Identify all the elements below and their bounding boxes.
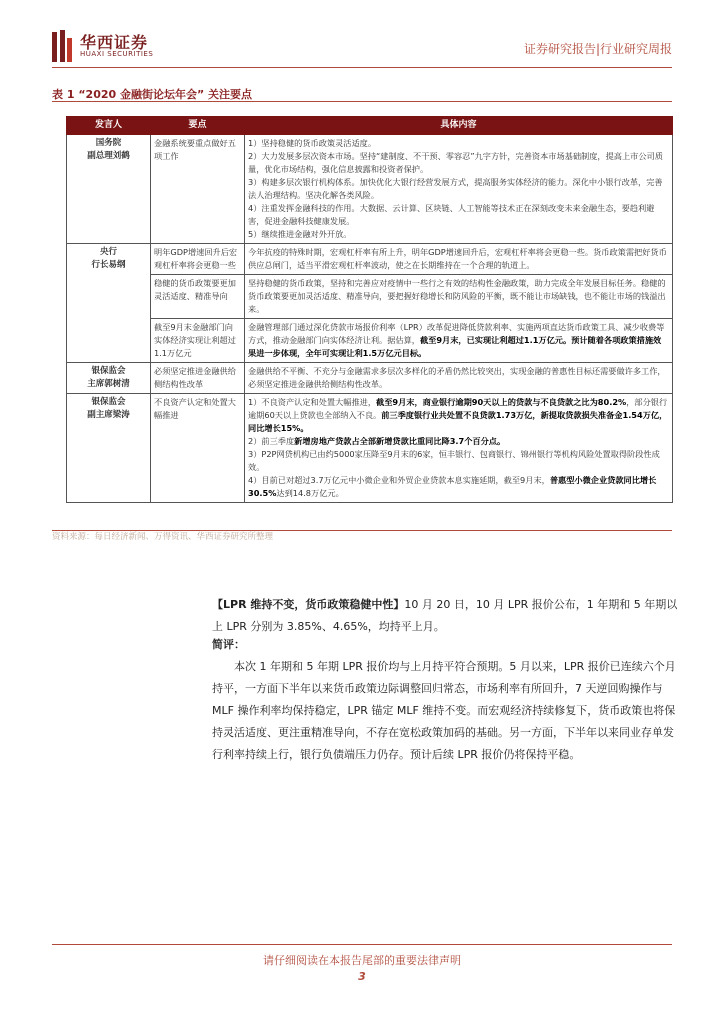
content-cell bbox=[245, 135, 673, 244]
content-cell: 今年抗疫的特殊时期，宏观杠杆率有所上升，明年GDP增速回升后，宏观杠杆率将会更稳一些。货币政策需把好货币供应总闸门，适当平滑宏观杠杆率波动，使之在长期维持在一个合理的轨道上。 bbox=[245, 244, 673, 275]
content-line: 4）注重发挥金融科技的作用。大数据、云计算、区块链、人工智能等技术正在深刻改变未来金融生态，要趋利避害，促进金融科技健康发展。 bbox=[248, 203, 655, 226]
content-line: 1）坚持稳健的货币政策灵活适度。 bbox=[248, 138, 377, 148]
content-cell: 坚持稳健的货币政策，坚持和完善应对疫情中一些行之有效的结构性金融政策，助力完成全年发展目标任务。稳健的货币政策要更加灵活适度、精准导向，要把握好稳增长和防风险的平衡，既不能让市场缺钱，也不能让市场的钱溢出来。 bbox=[245, 275, 673, 319]
page-number: 3 bbox=[358, 970, 366, 983]
header-point: 要点 bbox=[151, 117, 245, 135]
speaker-name: 国务院 bbox=[95, 138, 122, 148]
table-row bbox=[67, 244, 673, 275]
point-cell: 明年GDP增速回升后宏观杠杆率将会更稳一些 bbox=[151, 244, 245, 275]
content-text: 达到14.8万亿元。 bbox=[276, 488, 344, 498]
key-points-table bbox=[66, 116, 673, 503]
table-row bbox=[67, 135, 673, 244]
content-text: 2）前三季度 bbox=[248, 436, 295, 446]
content-text: 金融管理部门通过深化贷款市场报价利率（LPR）改革促进降低贷款利率、实施两项直达货币政策工具、减少收费等方式，推动金融部门向实体经济让利。据估算， bbox=[248, 322, 665, 345]
speaker-name: 央行 bbox=[99, 247, 117, 257]
content-line bbox=[248, 396, 669, 435]
speaker-name: 副主席梁涛 bbox=[87, 410, 130, 420]
report-type: 证券研究报告|行业研究周报 bbox=[523, 42, 672, 56]
comment-paragraph: 本次 1 年期和 5 年期 LPR 报价均与上月持平符合预期。5 月以来，LPR 报价已连续六个月持平，一方面下半年以来货币政策边际调整回归常态，市场利率有所回升，7 天逆回购操作与 MLF 操作利率均保持稳定，LPR 锚定 MLF 维持不变。而宏观经济持续修复下，货币政策也将保持灵活适度、更注重精准导向，不存在宽松政策加码的基础。另一方面，下半年以来同业存单发行利率持续上行，银行负债端压力仍存。预计后续 LPR 报价仍将保持平稳。 bbox=[212, 660, 676, 761]
title-divider bbox=[52, 101, 672, 102]
content-line: 3）构建多层次银行机构体系。加快优化大银行经营发展方式，提高服务实体经济的能力。深化中小银行改革，完善法人治理结构。坚决化解各类风险。 bbox=[248, 177, 663, 200]
lead-heading: 【LPR 维持不变，货币政策稳健中性】 bbox=[212, 598, 405, 611]
content-highlight: 截至9月末，商业银行逾期90天以上的贷款与不良贷款之比为80.2% bbox=[376, 397, 627, 407]
content-highlight: 截至9月末，已实现让利超过1.1万亿元。预计随着各项政策措施效果进一步体现，全年可实现让利1.5万亿元目标。 bbox=[248, 335, 662, 358]
table-row bbox=[67, 275, 673, 319]
point-cell: 金融系统要重点做好五项工作 bbox=[151, 135, 245, 244]
point-cell: 必须坚定推进金融供给侧结构性改革 bbox=[151, 363, 245, 394]
speaker-name: 副总理刘鹤 bbox=[87, 151, 130, 161]
footer-divider bbox=[52, 944, 672, 945]
speaker-cell bbox=[67, 135, 151, 244]
content-highlight: 前三季度银行业共处置不良贷款1.73万亿，新提取贷款损失准备金1.54万亿，同比增长15%。 bbox=[248, 410, 668, 433]
header-speaker: 发言人 bbox=[67, 117, 151, 135]
content-line: 5）继续推进金融对外开放。 bbox=[248, 229, 352, 239]
speaker-name: 行长易纲 bbox=[91, 260, 126, 270]
source-note: 资料来源：每日经济新闻、万得资讯、华西证券研究所整理 bbox=[52, 532, 274, 542]
logo-text: 华西证券 bbox=[80, 33, 149, 52]
page-header bbox=[0, 0, 724, 70]
content-cell: 金融供给不平衡、不充分与金融需求多层次多样化的矛盾仍然比较突出，实现金融的普惠性目标还需要做许多工作，必须坚定推进金融供给侧结构性改革。 bbox=[245, 363, 673, 394]
table-row bbox=[67, 394, 673, 503]
speaker-name: 银保监会 bbox=[91, 366, 126, 376]
speaker-name: 银保监会 bbox=[91, 397, 126, 407]
header-content: 具体内容 bbox=[245, 117, 673, 135]
content-line: 2）大力发展多层次资本市场。坚持“建制度、不干预、零容忍”九字方针，完善资本市场基础制度，提高上市公司质量，优化市场结构，强化信息披露和投资者保护。 bbox=[248, 151, 663, 174]
lead-text: 10 月 20 日，10 月 LPR 报价公布，1 年期和 5 年期以上 LPR 分别为 3.85%、4.65%，均持平上月。 bbox=[212, 598, 678, 633]
comment-title: 简评： bbox=[212, 638, 245, 651]
point-cell: 截至9月末金融部门向实体经济实现让利超过1.1万亿元 bbox=[151, 319, 245, 363]
speaker-cell bbox=[67, 244, 151, 363]
content-text: ，部分银行逾期60天以上贷款也全部纳入不良。 bbox=[248, 397, 668, 420]
content-text: 1）不良资产认定和处置大幅推进， bbox=[248, 397, 377, 407]
table-row bbox=[67, 319, 673, 363]
table-title: 表 1 “2020 金融街论坛年会” 关注要点 bbox=[52, 88, 253, 101]
lpr-lead-paragraph bbox=[212, 594, 682, 638]
point-cell: 不良资产认定和处置大幅推进 bbox=[151, 394, 245, 503]
content-highlight: 普惠型小微企业贷款同比增长30.5% bbox=[248, 475, 657, 498]
speaker-cell bbox=[67, 394, 151, 503]
point-cell: 稳健的货币政策要更加灵活适度、精准导向 bbox=[151, 275, 245, 319]
header-divider bbox=[52, 67, 672, 68]
huaxi-logo-icon bbox=[52, 30, 72, 62]
speaker-name: 主席郭树清 bbox=[87, 379, 130, 389]
table-header-row bbox=[67, 117, 673, 135]
content-line bbox=[248, 435, 669, 448]
logo-subtext: HUAXI SECURITIES bbox=[80, 50, 154, 58]
content-highlight: 新增房地产贷款占全部新增贷款比重同比降3.7个百分点。 bbox=[294, 436, 506, 446]
content-cell bbox=[245, 319, 673, 363]
table-row bbox=[67, 363, 673, 394]
legal-notice: 请仔细阅读在本报告尾部的重要法律声明 bbox=[263, 954, 461, 967]
speaker-cell bbox=[67, 363, 151, 394]
content-line bbox=[248, 474, 669, 500]
content-text: 4）目前已对超过3.7万亿元中小微企业和外贸企业贷款本息实施延期，截至9月末， bbox=[248, 475, 550, 485]
content-line: 3）P2P网贷机构已由约5000家压降至9月末的6家，恒丰银行、包商银行、锦州银行等机构风险处置取得阶段性成效。 bbox=[248, 449, 660, 472]
content-cell bbox=[245, 394, 673, 503]
